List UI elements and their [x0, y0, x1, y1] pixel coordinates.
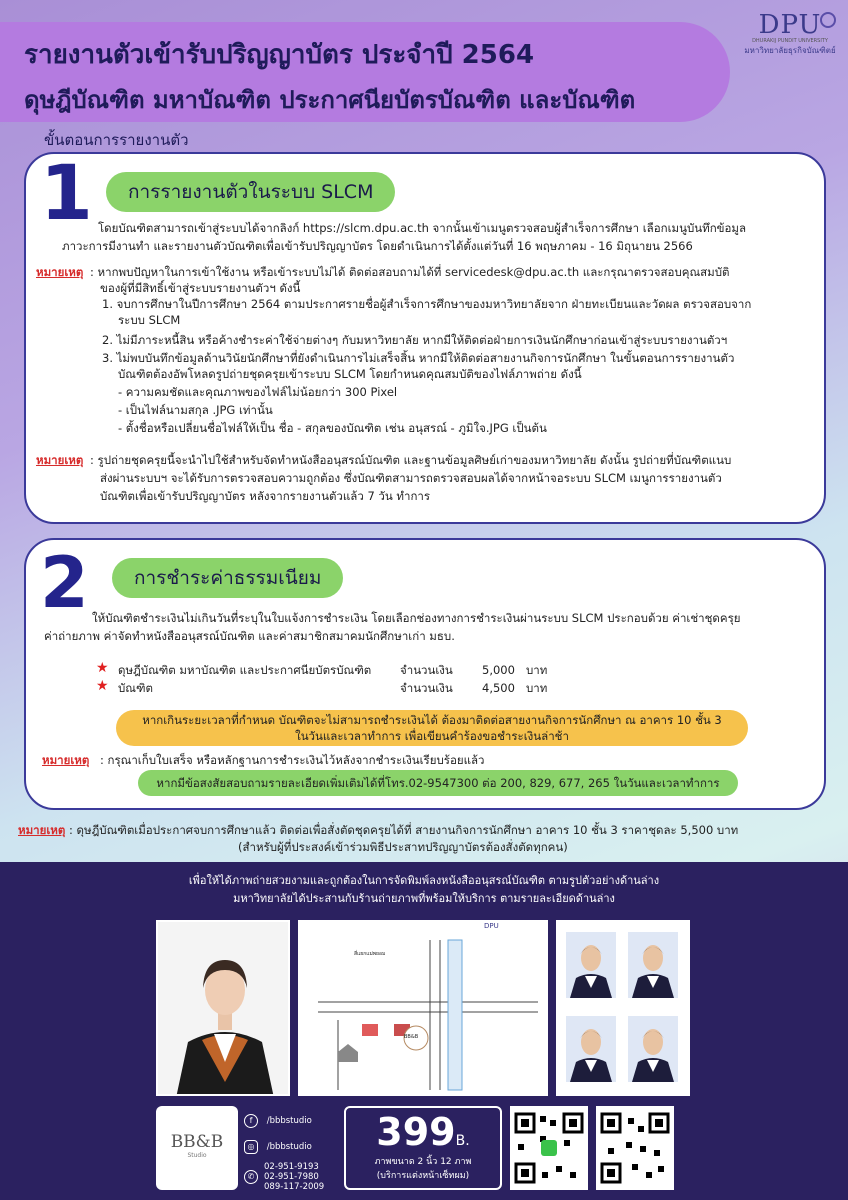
phone-number[interactable]: 02-951-9193	[264, 1162, 319, 1172]
fee-prefix: จำนวนเงิน	[400, 663, 453, 677]
step2-heading: การชำระค่าธรรมเนียม	[112, 558, 343, 598]
logo-mark: DPU	[758, 10, 822, 40]
step2-note-label: หมายเหตุ	[42, 753, 90, 767]
header-banner	[0, 22, 730, 122]
studio-map	[298, 920, 548, 1096]
phone-number[interactable]: 02-951-7980	[264, 1172, 319, 1182]
facebook-qr-code[interactable]	[596, 1106, 674, 1190]
studio-footer	[0, 862, 848, 1200]
list-item: 1. จบการศึกษาในปีการศึกษา 2564 ตามประกาศรายชื่อผู้สำเร็จการศึกษาของมหาวิทยาลัยจาก ฝ่ายทะเบียนและวัดผล ตรวจสอบจาก	[102, 297, 752, 311]
fee-label: ดุษฎีบัณฑิต มหาบัณฑิต และประกาศนียบัตรบัณฑิต	[118, 663, 372, 677]
step1-note1-line2: ของผู้ที่มีสิทธิ์เข้าสู่ระบบรายงานตัวฯ ดังนี้	[100, 281, 301, 295]
footer-intro-line1: เพื่อให้ได้ภาพถ่ายสวยงามและถูกต้องในการจัดพิมพ์ลงหนังสืออนุสรณ์บัณฑิต ตามรูปตัวอย่างด้านล่าง	[188, 874, 660, 887]
late-payment-line1: หากเกินระยะเวลาที่กำหนด บัณฑิตจะไม่สามารถชำระเงินได้ ต้องมาติดต่อสายงานกิจการนักศึกษา ณ อาคาร 10 ชั้น 3	[142, 713, 722, 727]
list-item: - ตั้งชื่อหรือเปลี่ยนชื่อไฟล์ให้เป็น ชื่อ - สกุลของบัณฑิต เช่น อนุสรณ์ - ภูมิใจ.JPG เป็นต้น	[118, 421, 547, 435]
list-item: บัณฑิตต้องอัพโหลดรูปถ่ายชุดครุยเข้าระบบ SLCM โดยกำหนดคุณสมบัติของไฟล์ภาพถ่าย ดังนี้	[118, 367, 582, 381]
fee-unit: บาท	[526, 663, 548, 677]
step1-para-line2: ภาวะการมีงานทำ และรายงานตัวบัณฑิตเพื่อเข้ารับปริญญาบัตร โดยดำเนินการได้ตั้งแต่วันที่ 16 พฤษภาคม - 16 มิถุนายน 2566	[62, 239, 693, 253]
price-sub: (บริการแต่งหน้าเซ็ทผม)	[376, 1171, 470, 1181]
list-item: 3. ไม่พบบันทึกข้อมูลด้านวินัยนักศึกษาที่ยังดำเนินการไม่เสร็จสิ้น หากมีให้ติดต่อสายงานกิจการนักศึกษา ในขั้นตอนการรายงานตัว	[102, 351, 735, 365]
list-item: - ความคมชัดและคุณภาพของไฟล์ไม่น้อยกว่า 300 Pixel	[118, 385, 398, 399]
list-item: 2. ไม่มีภาระหนี้สิน หรือค้างชำระค่าใช้จ่ายต่างๆ กับมหาวิทยาลัย หากมีให้ติดต่อฝ่ายการเงินนักศึกษาก่อนเข้าสู่ระบบรายงานตัวฯ	[102, 333, 728, 347]
sample-photo-grid	[556, 920, 690, 1096]
dpu-logo	[738, 10, 842, 82]
step1-heading: การรายงานตัวในระบบ SLCM	[106, 172, 395, 212]
instagram-icon: ◎	[244, 1140, 258, 1154]
phone-icon: ✆	[244, 1170, 258, 1184]
logo-en-text: DHURAKIJ PUNDIT UNIVERSITY	[752, 38, 828, 44]
price-box	[344, 1106, 502, 1190]
line-qr-code[interactable]	[510, 1106, 588, 1190]
footer-intro	[0, 872, 848, 908]
map-bbb-label: BB&B	[404, 1034, 419, 1040]
contact-phone-bar: หากมีข้อสงสัยสอบถามรายละเอียดเพิ่มเติมได้ที่โทร.02-9547300 ต่อ 200, 829, 677, 265 ในวันและเวลาทำการ	[138, 770, 738, 796]
steps-title: ขั้นตอนการรายงานตัว	[44, 131, 189, 149]
sample-mini-photo	[566, 932, 616, 998]
late-payment-line2: ในวันและเวลาทำการ เพื่อเขียนคำร้องขอชำระเงินล่าช้า	[295, 729, 569, 743]
step2-para-line2: ค่าถ่ายภาพ ค่าจัดทำหนังสืออนุสรณ์บัณฑิต และค่าสมาชิกสมาคมนักศึกษาเก่า มธบ.	[44, 629, 455, 643]
bottom-note-label: หมายเหตุ	[18, 823, 66, 837]
facebook-handle[interactable]: /bbbstudio	[266, 1116, 312, 1126]
sample-mini-photo	[628, 932, 678, 998]
step1-note1-line1: : หากพบปัญหาในการเข้าใช้งาน หรือเข้าระบบไม่ได้ ติดต่อสอบถามได้ที่ servicedesk@dpu.ac.th และกรุณาตรวจสอบคุณสมบัติ	[90, 265, 730, 279]
bbb-logo-sub: Studio	[187, 1152, 207, 1159]
map-logo: DPU	[484, 922, 499, 930]
step1-note1-label: หมายเหตุ	[36, 265, 84, 279]
price-unit: B.	[455, 1133, 470, 1149]
bottom-note-line2: (สำหรับผู้ที่ประสงค์เข้าร่วมพิธีประสาทปริญญาบัตรต้องสั่งตัดทุกคน)	[238, 840, 568, 854]
step2-note-text: : กรุณาเก็บใบเสร็จ หรือหลักฐานการชำระเงินไว้หลังจากชำระเงินเรียบร้อยแล้ว	[100, 753, 485, 767]
step1-card	[24, 148, 826, 524]
instagram-handle[interactable]: /bbbstudio	[266, 1142, 312, 1152]
studio-contacts	[244, 1106, 340, 1192]
facebook-icon: f	[244, 1114, 258, 1128]
step1-number: 1	[40, 148, 93, 237]
bottom-note-line1: : ดุษฎีบัณฑิตเมื่อประกาศจบการศึกษาแล้ว ติดต่อเพื่อสั่งตัดชุดครุยได้ที่ สายงานกิจการนักศึกษา อาคาร 10 ชั้น 3 ราคาชุดละ 5,500 บาท	[69, 823, 739, 837]
fee-amount: 5,000	[482, 663, 515, 677]
fee-label: บัณฑิต	[118, 681, 153, 695]
footer-intro-line2: มหาวิทยาลัยได้ประสานกับร้านถ่ายภาพที่พร้อมให้บริการ ตามรายละเอียดด้านล่าง	[233, 892, 615, 905]
fee-amount: 4,500	[482, 681, 515, 695]
step1-note2-line2: ส่งผ่านระบบฯ จะได้รับการตรวจสอบความถูกต้อง ซึ่งบัณฑิตสามารถตรวจสอบผลได้จากหน้าจอระบบ SLCM เมนูการรายงานตัว	[100, 471, 722, 485]
bbb-studio-logo	[156, 1106, 238, 1190]
price-desc: ภาพขนาด 2 นิ้ว 12 ภาพ	[374, 1157, 472, 1167]
page-subtitle: ดุษฎีบัณฑิต มหาบัณฑิต ประกาศนียบัตรบัณฑิต และบัณฑิต	[24, 86, 636, 114]
star-icon: ★	[96, 678, 109, 694]
price-value: 399	[376, 1110, 456, 1154]
globe-icon	[820, 12, 836, 28]
fee-prefix: จำนวนเงิน	[400, 681, 453, 695]
phone-number[interactable]: 089-117-2009	[264, 1182, 325, 1192]
step2-number: 2	[40, 542, 89, 624]
step1-para-line1: โดยบัณฑิตสามารถเข้าสู่ระบบได้จากลิงก์ https://slcm.dpu.ac.th จากนั้นเข้าเมนูตรวจสอบผู้สำเร็จการศึกษา เลือกเมนูบันทึกข้อมูล	[98, 221, 747, 235]
page-title: รายงานตัวเข้ารับปริญญาบัตร ประจำปี 2564	[24, 40, 535, 70]
sample-mini-photo	[566, 1016, 616, 1082]
sample-mini-photo	[628, 1016, 678, 1082]
list-item: - เป็นไฟล์นามสกุล .JPG เท่านั้น	[118, 403, 273, 417]
map-label: สี่แยกแม่พยอม	[354, 951, 386, 957]
list-item: ระบบ SLCM	[118, 313, 181, 327]
fee-unit: บาท	[526, 681, 548, 695]
step1-note2-label: หมายเหตุ	[36, 453, 84, 467]
logo-th-text: มหาวิทยาลัยธุรกิจบัณฑิตย์	[744, 46, 836, 55]
step2-para-line1: ให้บัณฑิตชำระเงินไม่เกินวันที่ระบุในใบแจ้งการชำระเงิน โดยเลือกช่องทางการชำระเงินผ่านระบบ SLCM ประกอบด้วย ค่าเช่าชุดครุย	[92, 611, 741, 625]
bottom-note	[18, 822, 838, 856]
step1-note2-line3: บัณฑิตเพื่อเข้ารับปริญญาบัตร หลังจากรายงานตัวแล้ว 7 วัน ทำการ	[100, 489, 431, 503]
star-icon: ★	[96, 660, 109, 676]
bbb-logo-text: BB&B	[170, 1132, 224, 1152]
late-payment-notice	[116, 710, 748, 746]
step1-note2-line1: : รูปถ่ายชุดครุยนี้จะนำไปใช้สำหรับจัดทำหนังสืออนุสรณ์บัณฑิต และฐานข้อมูลศิษย์เก่าของมหาวิทยาลัย ดังนั้น รูปถ่ายที่บัณฑิตแนบ	[90, 453, 732, 467]
step2-card	[24, 538, 826, 810]
sample-graduate-photo	[156, 920, 290, 1096]
